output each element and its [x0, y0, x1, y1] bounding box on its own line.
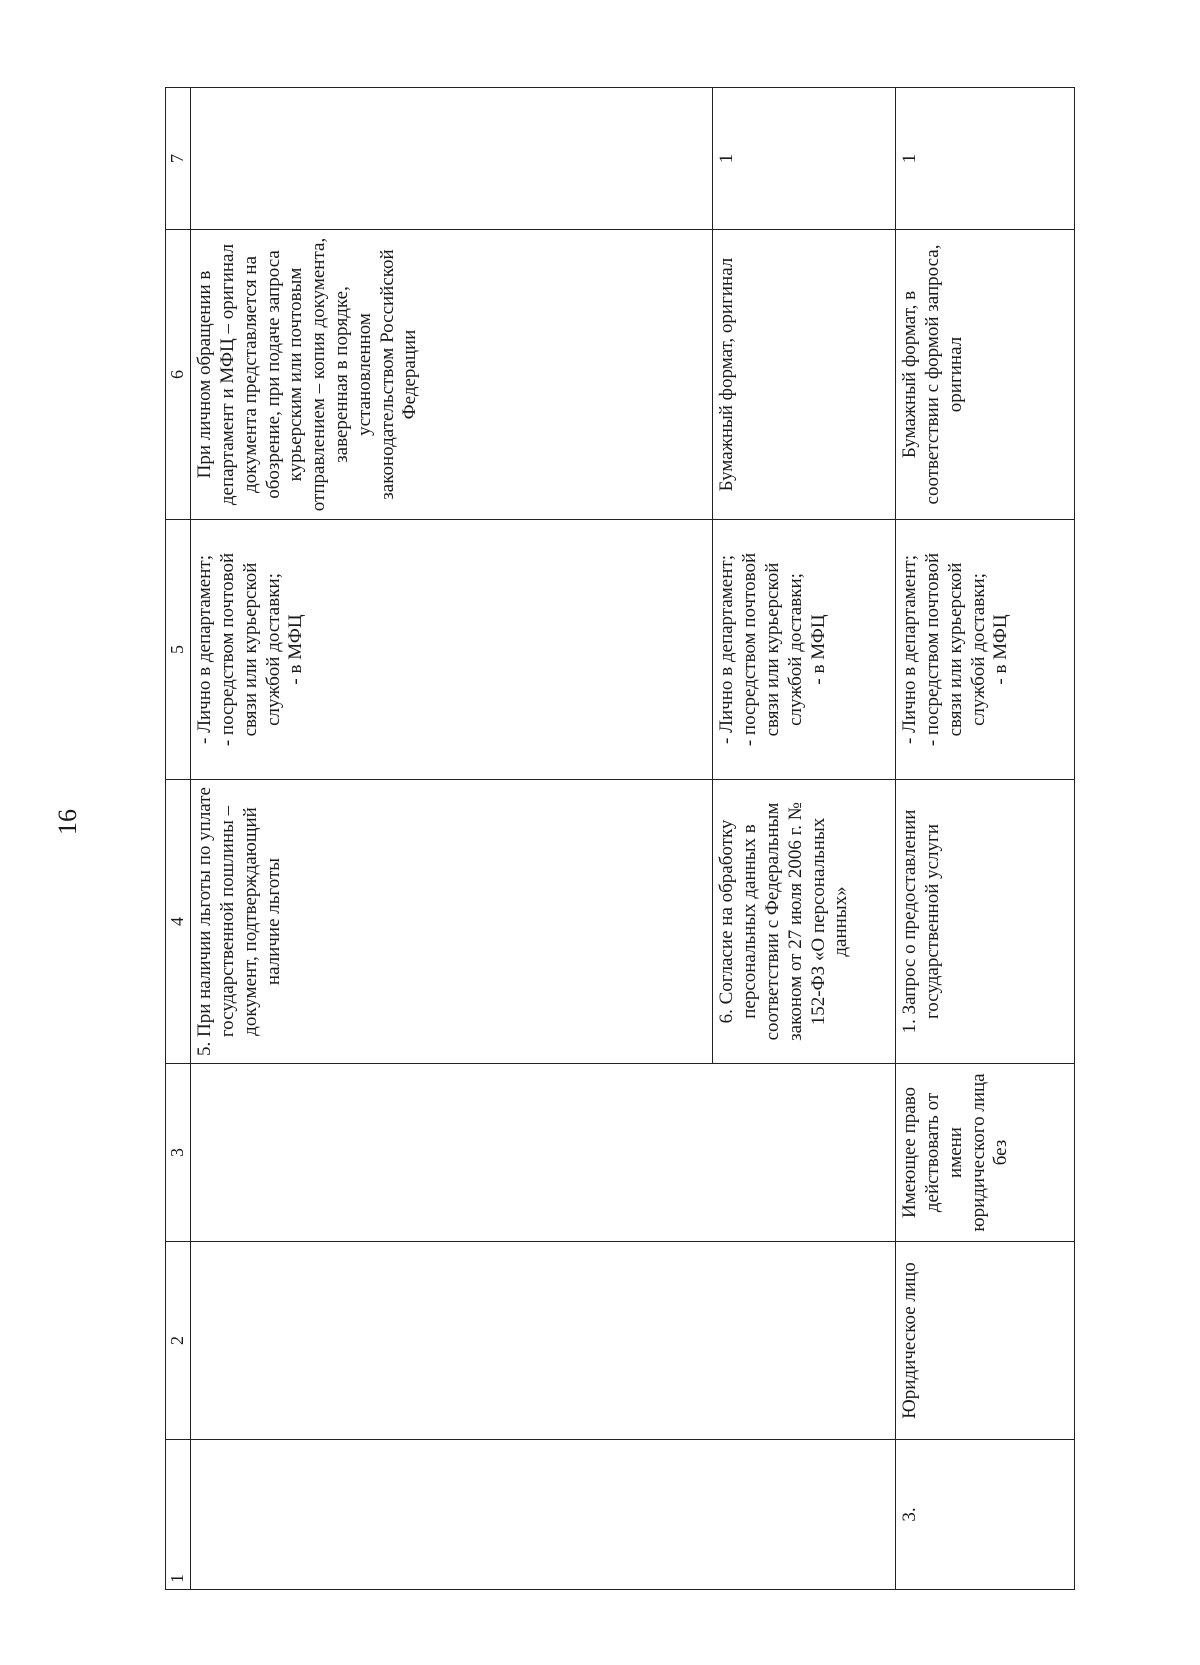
method-post: - посредством почтовой [217, 552, 239, 747]
page-number: 16 [53, 809, 82, 835]
method-courier-service: службой доставки; [784, 573, 806, 726]
row1-col1 [191, 1440, 713, 1590]
row2-count: 1 [713, 88, 896, 230]
header-col-2: 2 [166, 1242, 191, 1440]
row2-format: Бумажный формат, оригинал [713, 230, 896, 520]
method-courier-service: службой доставки; [967, 573, 989, 726]
row2-document: 6. Согласие на обработку персональных данных в соответствии с Федеральным законом от 27 июля 2006 г. № 152-ФЗ «О персональных данных» [713, 780, 896, 1064]
method-mfc: - в МФЦ [807, 614, 829, 685]
method-in-person: - Лично в департамент; [716, 555, 738, 744]
table-row [896, 88, 1075, 1590]
row1-col2 [191, 1242, 713, 1440]
row3-number: 3. [896, 1440, 1075, 1590]
row3-representative: Имеющее право действовать от имени юридического лица без [896, 1064, 1075, 1242]
method-post-courier: связи или курьерской [944, 562, 966, 737]
table-row [191, 88, 713, 1590]
header-col-4: 4 [166, 780, 191, 1064]
method-courier-service: службой доставки; [262, 573, 284, 726]
header-col-5: 5 [166, 520, 191, 780]
header-row [166, 88, 191, 1590]
row2-col1 [713, 1440, 896, 1590]
header-col-3: 3 [166, 1064, 191, 1242]
method-in-person: - Лично в департамент; [194, 555, 216, 744]
header-col-6: 6 [166, 230, 191, 520]
row3-document: 1. Запрос о предоставлении государственной услуги [896, 780, 1075, 1064]
row2-col3 [713, 1064, 896, 1242]
row3-format: Бумажный формат, в соответствии с формой запроса, оригинал [896, 230, 1075, 520]
method-post-courier: связи или курьерской [239, 562, 261, 737]
row1-format: При личном обращении в департамент и МФЦ – оригинал документа представляется на обозрение, при подаче запроса курьерским или почтовым отправлением – копия документа, заверенная в порядке, установленном законодательством Российской Федерации [191, 230, 713, 520]
row3-applicant-category: Юридическое лицо [896, 1242, 1075, 1440]
header-col-7: 7 [166, 88, 191, 230]
method-post: - посредством почтовой [739, 552, 761, 747]
method-in-person: - Лично в департамент; [899, 555, 921, 744]
method-post-courier: связи или курьерской [762, 562, 783, 737]
row1-col3 [191, 1064, 713, 1242]
row2-submission-methods [713, 520, 896, 780]
landscape-table-wrapper [165, 88, 1075, 1590]
row1-submission-methods [191, 520, 713, 780]
row2-col2 [713, 1242, 896, 1440]
header-col-1: 1 [166, 1440, 191, 1590]
method-post: - посредством почтовой [922, 552, 943, 747]
method-mfc: - в МФЦ [990, 614, 1012, 685]
method-mfc: - в МФЦ [285, 614, 307, 685]
document-table [165, 87, 1075, 1590]
row1-count [191, 88, 713, 230]
row3-submission-methods [896, 520, 1075, 780]
table-row [713, 88, 896, 1590]
row1-document: 5. При наличии льготы по уплате государственной пошлины – документ, подтверждающий наличие льготы [191, 780, 713, 1064]
row3-count: 1 [896, 88, 1075, 230]
